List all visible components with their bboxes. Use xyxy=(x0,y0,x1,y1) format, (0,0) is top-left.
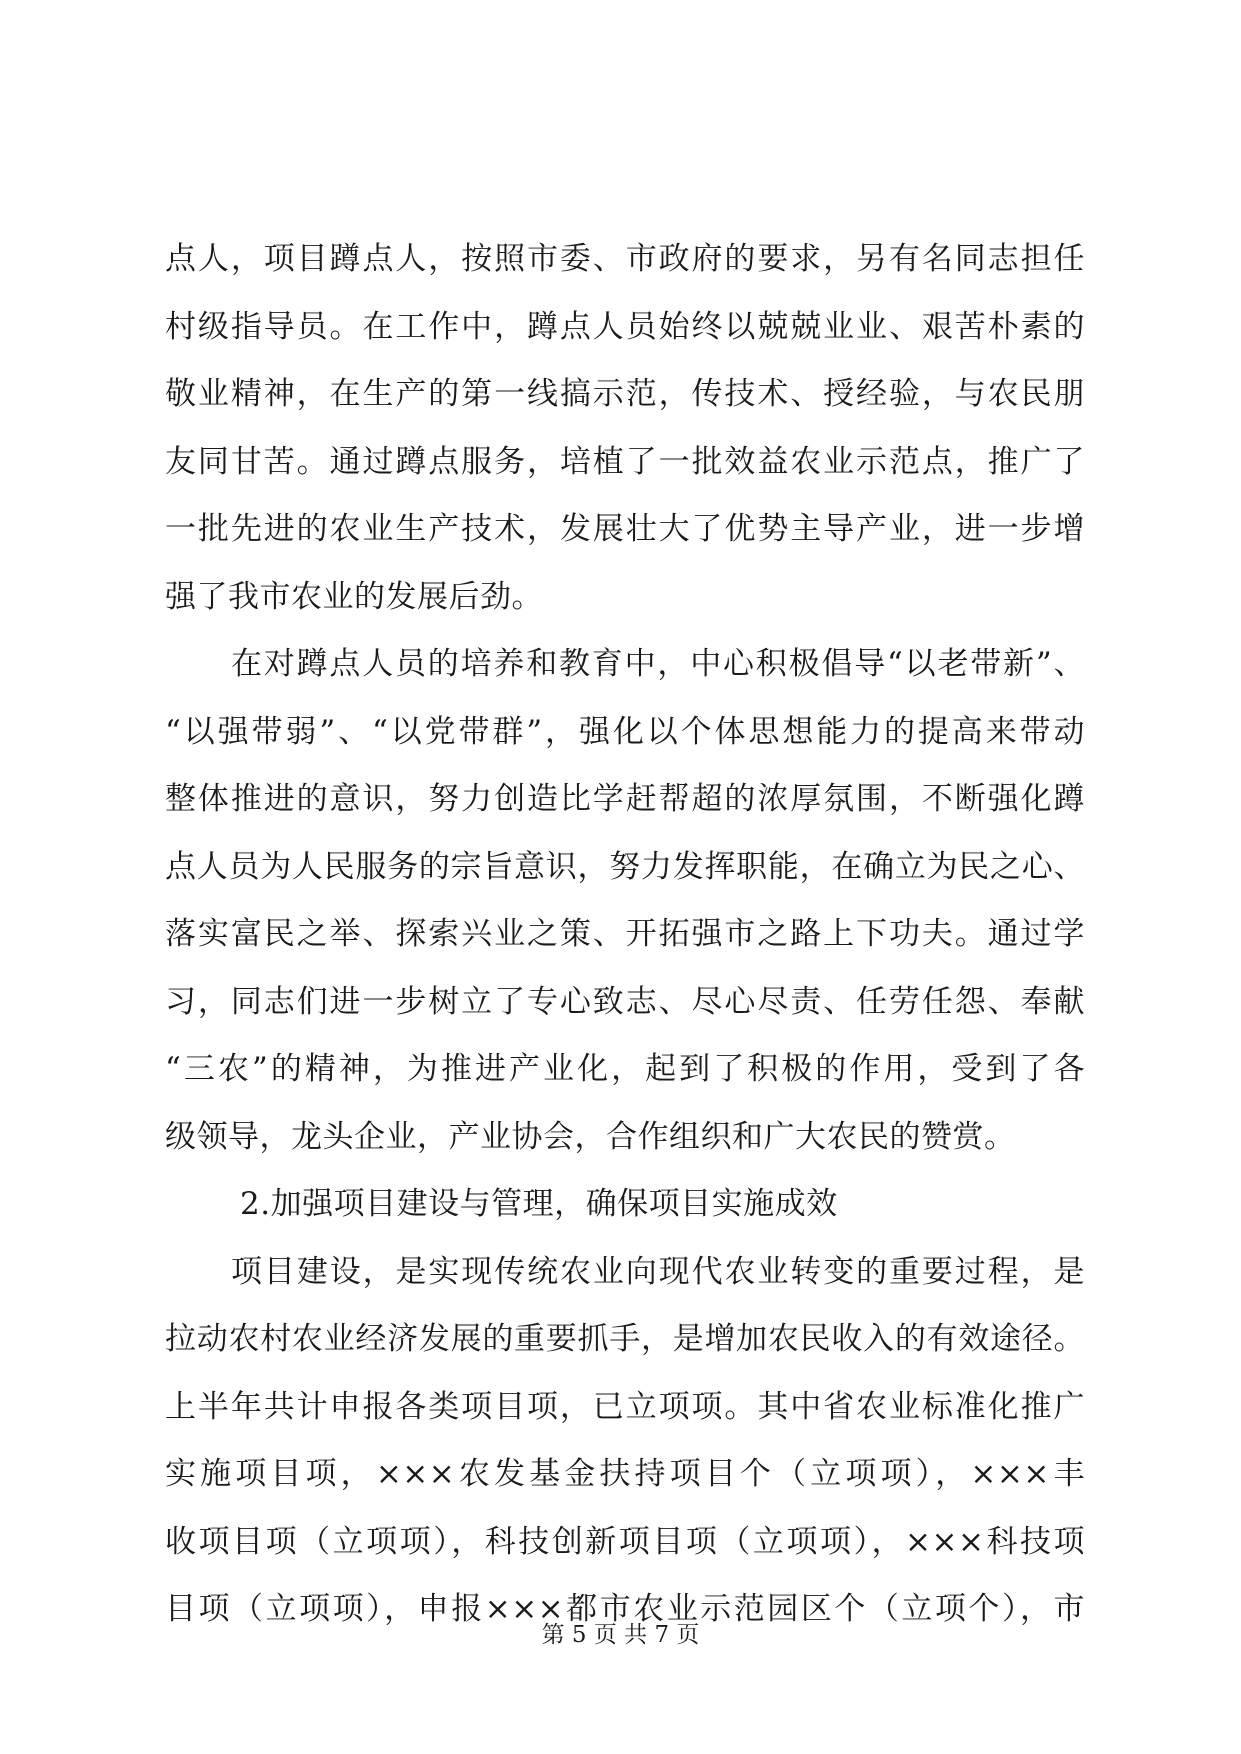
text-line: 一批先进的农业生产技术，发展壮大了优势主导产业，进一步增 xyxy=(165,511,1085,547)
text-line: 目项（立项项），申报×××都市农业示范园区个（立项个），市 xyxy=(165,1591,1085,1627)
text-line: 习，同志们进一步树立了专心致志、尽心尽责、任劳任怨、奉献 xyxy=(165,983,1085,1020)
text-line: 点人员为人民服务的宗旨意识，努力发挥职能，在确立为民之心、 xyxy=(165,848,1085,885)
text-line: 敬业精神，在生产的第一线搞示范，传技术、授经验，与农民朋 xyxy=(165,376,1085,412)
text-line: “三农”的精神，为推进产业化，起到了积极的作用，受到了各 xyxy=(165,1051,1085,1087)
page-number-footer: 第 5 页 共 7 页 xyxy=(541,1622,700,1648)
text-line: 上半年共计申报各类项目项，已立项项。其中省农业标准化推广 xyxy=(165,1388,1085,1425)
text-line: 点人，项目蹲点人，按照市委、市政府的要求，另有名同志担任 xyxy=(165,241,1085,277)
text-line: 实施项目项，×××农发基金扶持项目个（立项项），×××丰 xyxy=(165,1456,1085,1492)
text-line: 落实富民之举、探索兴业之策、开拓强市之路上下功夫。通过学 xyxy=(165,916,1085,952)
section-heading: 2.加强项目建设与管理，确保项目实施成效 xyxy=(240,1186,838,1222)
text-line: 友同甘苦。通过蹲点服务，培植了一批效益农业示范点，推广了 xyxy=(165,443,1085,480)
paragraph-first-line: 在对蹲点人员的培养和教育中，中心积极倡导“以老带新”、 xyxy=(231,646,1085,682)
text-line: 级领导，龙头企业，产业协会，合作组织和广大农民的赞赏。 xyxy=(165,1118,1016,1155)
text-line: 强了我市农业的发展后劲。 xyxy=(165,578,543,615)
text-line: 收项目项（立项项），科技创新项目项（立项项），×××科技项 xyxy=(165,1523,1085,1560)
text-line: 整体推进的意识，努力创造比学赶帮超的浓厚氛围，不断强化蹲 xyxy=(165,781,1085,817)
text-line: 拉动农村农业经济发展的重要抓手，是增加农民收入的有效途径。 xyxy=(165,1321,1085,1357)
text-line: “以强带弱”、“以党带群”，强化以个体思想能力的提高来带动 xyxy=(165,713,1085,750)
text-line: 村级指导员。在工作中，蹲点人员始终以兢兢业业、艰苦朴素的 xyxy=(165,308,1085,345)
paragraph-first-line: 项目建设，是实现传统农业向现代农业转变的重要过程，是 xyxy=(231,1253,1085,1290)
body-text xyxy=(165,226,1085,1644)
